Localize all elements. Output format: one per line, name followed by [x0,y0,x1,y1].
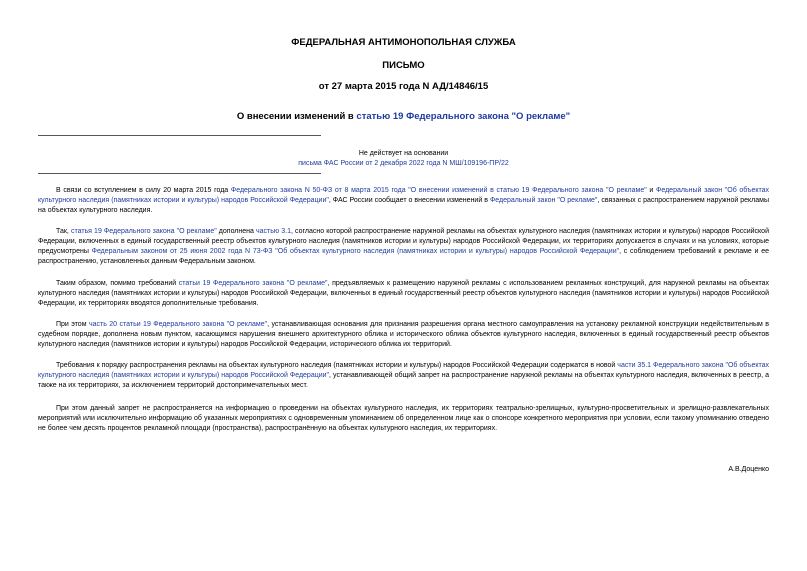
p3-link-1[interactable]: статьи 19 Федерального закона "О рекламе" [178,280,328,287]
title-text: О внесении изменений в [236,111,357,122]
p1-text-2: и [646,187,657,194]
divider-top [38,135,321,136]
agency-name: ФЕДЕРАЛЬНАЯ АНТИМОНОПОЛЬНАЯ СЛУЖБА [291,37,516,48]
paragraph-5 [38,361,769,391]
status-note-text: Не действует на основании [358,150,449,157]
paragraph-6 [38,404,769,434]
p2-link-2[interactable]: частью 3.1 [256,228,291,235]
p2-text-3: , согласно которой распространение наружной рекламы на объектах культурного наследия (памятниках истории и культуры) народов Российской Федерации, включенных в единый государственный реестр объектов культурного наследия (памятников истории и культуры) народов Российской Федерации, их территориях допускается в случаях и на условиях, которые предусмотрены [38,228,769,255]
p2-link-1[interactable]: статья 19 Федерального закона "О рекламе" [70,228,217,235]
p3-text-1: Таким образом, помимо требований [56,280,179,287]
paragraph-3 [38,279,769,309]
p5-text-1: Требования к порядку распространения рекламы на объектах культурного наследия (памятниках истории и культуры) народов Российской Федерации содержатся в новой [56,362,618,369]
p1-link-2[interactable]: Федеральный закон "Об объектах культурного наследия (памятниках истории и культуры) народов Российской Федерации" [38,187,769,204]
p1-text-3: , ФАС России сообщает о внесении изменений в [328,197,490,204]
document-title [0,111,807,122]
p3-text-2: , предъявляемых к размещению наружной рекламы с использованием рекламных конструкций, для наружной рекламы на объектах культурного наследия (памятниках истории и культуры) народов Российской Федерации, включенных в единый государственный реестр объектов культурного наследия (памятников истории и культуры) народов Российской Федерации, их территориях вводятся дополнительные требования. [38,280,769,307]
paragraph-1 [38,186,769,216]
p2-link-3[interactable]: Федеральным законом от 25 июня 2002 года N 73-ФЗ "Об объектах культурного наследия (памятниках истории и культуры) народов Российской Федерации" [91,248,620,255]
p2-text-2: дополнена [216,228,256,235]
p2-text-1: Так, [56,228,71,235]
p1-link-1[interactable]: Федерального закона N 50-ФЗ от 8 марта 2015 года "О внесении изменений в статью 19 Федерального закона "О рекламе" [230,187,647,194]
p1-text-1: В связи со вступлением в силу 20 марта 2015 года [56,187,231,194]
p5-text-2: , устанавливающей общий запрет на распространение наружной рекламы на объектах культурного наследия, включенных в реестр, а также на их территориях, за исключением территорий достопримечательных мест. [38,372,769,389]
p4-text-2: , устанавливающая основания для признания разрешения органа местного самоуправления на установку рекламной конструкции недействительным в судебном порядке, дополнена новым пунктом, касающимся нарушения внешнего архитектурного облика и исторического облика объектов культурного наследия, включенных в единый государственный реестр объектов культурного наследия (памятников истории и культуры) народов Российской Федерации, исторического облика их территорий. [38,321,769,348]
p6-text-1: При этом данный запрет не распространяется на информацию о проведении на объектах культурного наследия, их территориях театрально-зрелищных, культурно-просветительных и зрелищно-развлекательных мероприятий или исключительно информацию об указанных мероприятиях с одновременным упоминанием об определенном лице как о спонсоре конкретного мероприятия при условии, если такому упоминанию отведено не более чем десять процентов рекламной площади (пространства), распространённую на объектах культурного наследия, их территориях. [38,405,769,432]
status-note [0,149,807,169]
p2-text-4: , с соблюдением требований к рекламе и ее распространению, установленных данным Федеральным законом. [38,248,769,265]
document-date-number: от 27 марта 2015 года N АД/14846/15 [318,81,489,92]
p4-link-1[interactable]: часть 20 статьи 19 Федерального закона "О рекламе" [88,321,268,328]
p4-text-1: При этом [56,321,89,328]
p5-link-1[interactable]: части 35.1 Федерального закона "Об объектах культурного наследия (памятниках истории и культуры) народов Российской Федерации" [38,362,769,379]
status-note-link[interactable]: письма ФАС России от 2 декабря 2022 года N МШ/109196-ПР/22 [298,160,509,167]
title-law-link[interactable]: статью 19 Федерального закона "О рекламе" [356,111,571,122]
paragraph-4 [38,320,769,350]
paragraph-2 [38,227,769,267]
document-type: ПИСЬМО [382,60,425,71]
p1-text-4: , связанных с распространением наружной рекламы на объектах культурного наследия. [38,197,769,214]
p1-link-3[interactable]: Федеральный закон "О рекламе" [489,197,598,204]
divider-bottom [38,173,321,174]
signature: А.В.Доценко [728,466,769,473]
